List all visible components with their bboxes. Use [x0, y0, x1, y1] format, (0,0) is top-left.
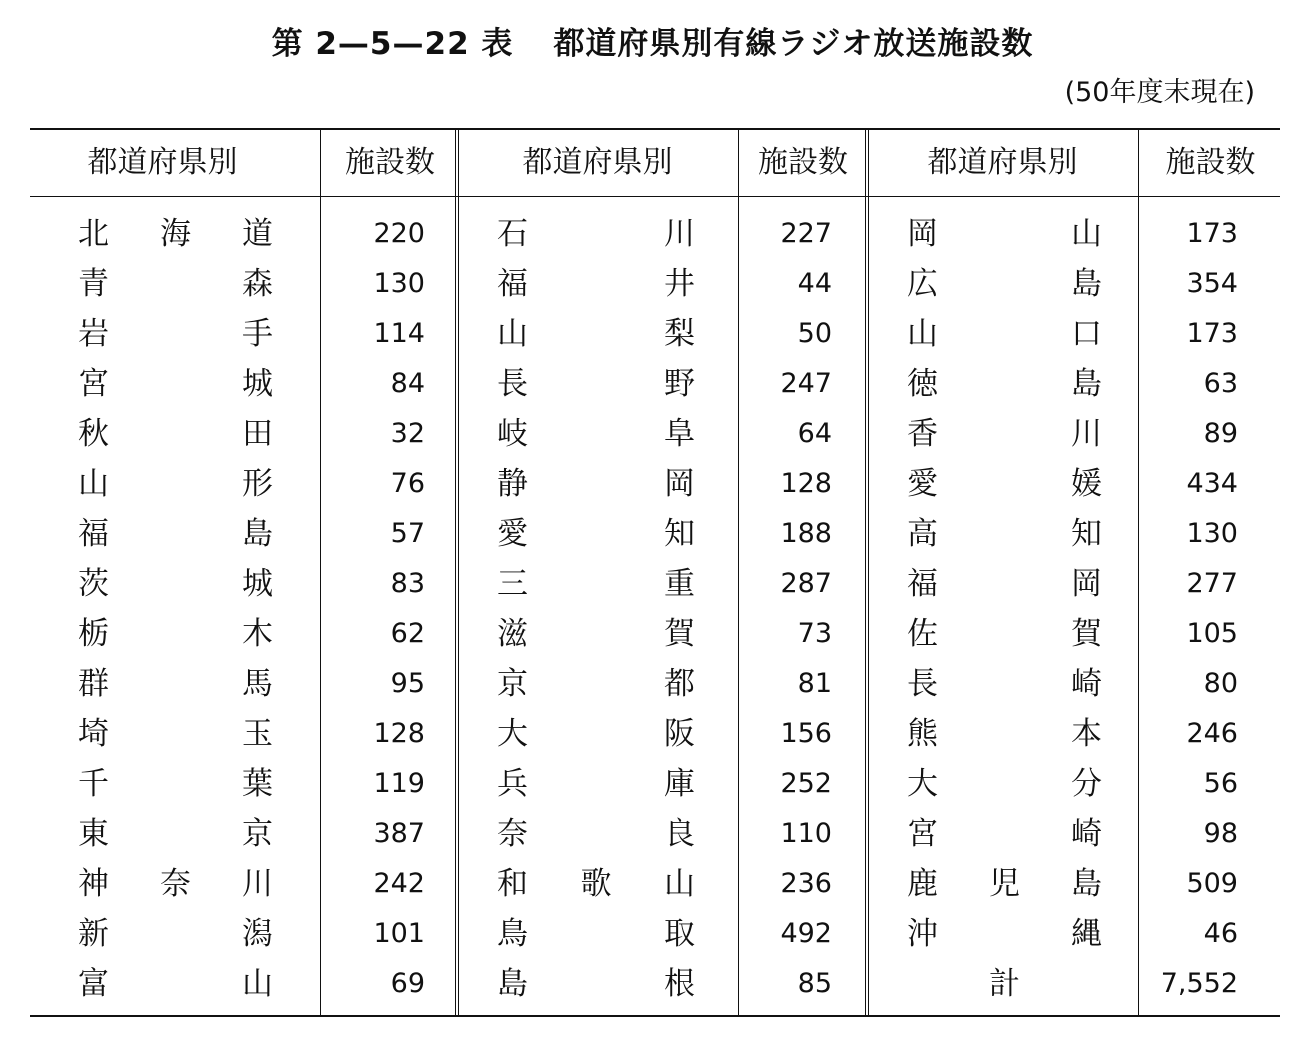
header-prefecture: 都道府県別 — [927, 145, 1078, 180]
prefecture-char: 長 — [497, 366, 528, 402]
facility-count: 509 — [1186, 868, 1238, 899]
prefecture-char: 高 — [907, 516, 938, 552]
prefecture-char: 歌 — [580, 866, 612, 902]
prefecture-char: 栃 — [78, 616, 109, 652]
prefecture-char: 静 — [497, 466, 528, 502]
facility-count: 63 — [1203, 368, 1238, 399]
prefecture-name — [497, 759, 695, 809]
facility-count: 64 — [797, 418, 832, 449]
prefecture-char: 秋 — [78, 416, 109, 452]
prefecture-name — [907, 559, 1102, 609]
prefecture-char: 滋 — [497, 616, 528, 652]
facility-count: 128 — [373, 718, 425, 749]
prefecture-char: 福 — [907, 566, 938, 602]
prefecture-name — [497, 809, 695, 859]
prefecture-char: 新 — [78, 916, 109, 952]
prefecture-char: 群 — [78, 666, 109, 702]
prefecture-name — [78, 559, 273, 609]
prefecture-char: 東 — [78, 816, 109, 852]
prefecture-name — [78, 459, 273, 509]
prefecture-char: 海 — [160, 216, 191, 252]
facility-count: 84 — [390, 368, 425, 399]
prefecture-name — [497, 209, 695, 259]
prefecture-char: 取 — [664, 916, 695, 952]
facility-count: 130 — [1186, 518, 1238, 549]
prefecture-name — [78, 509, 273, 559]
prefecture-char: 鳥 — [497, 916, 528, 952]
prefecture-name — [78, 859, 273, 909]
prefecture-char: 北 — [78, 216, 109, 252]
prefecture-char: 手 — [242, 316, 273, 352]
prefecture-char: 愛 — [907, 466, 938, 502]
prefecture-char: 熊 — [907, 716, 938, 752]
prefecture-char: 宮 — [907, 816, 938, 852]
facility-count: 46 — [1203, 918, 1238, 949]
facility-count: 50 — [797, 318, 832, 349]
prefecture-char: 本 — [1071, 716, 1102, 752]
prefecture-char: 岩 — [78, 316, 109, 352]
prefecture-char: 知 — [1071, 516, 1102, 552]
facility-count: 252 — [780, 768, 832, 799]
facility-count: 57 — [390, 518, 425, 549]
prefecture-name — [497, 409, 695, 459]
prefecture-char: 大 — [907, 766, 938, 802]
prefecture-name — [907, 659, 1102, 709]
prefecture-char: 崎 — [1071, 816, 1102, 852]
prefecture-name — [78, 409, 273, 459]
prefecture-char: 潟 — [242, 916, 273, 952]
header-prefecture: 都道府県別 — [87, 145, 238, 180]
table-title — [0, 18, 1305, 63]
prefecture-char: 山 — [242, 966, 273, 1002]
prefecture-name — [78, 359, 273, 409]
prefecture-char: 田 — [242, 416, 273, 452]
facility-count: 247 — [780, 368, 832, 399]
prefecture-name — [907, 309, 1102, 359]
prefecture-name — [907, 259, 1102, 309]
prefecture-char: 佐 — [907, 616, 938, 652]
prefecture-char: 道 — [242, 216, 273, 252]
facility-count: 110 — [780, 818, 832, 849]
prefecture-char: 愛 — [497, 516, 528, 552]
prefecture-char: 兵 — [497, 766, 528, 802]
header-prefecture: 都道府県別 — [522, 145, 673, 180]
prefecture-char: 広 — [907, 266, 938, 302]
prefecture-char: 葉 — [242, 766, 273, 802]
prefecture-char: 岐 — [497, 416, 528, 452]
prefecture-char: 奈 — [497, 816, 528, 852]
table-title-text: 都道府県別有線ラジオ放送施設数 — [553, 26, 1034, 62]
header-count: 施設数 — [758, 145, 848, 180]
facility-count: 69 — [390, 968, 425, 999]
prefecture-char: 阪 — [664, 716, 695, 752]
prefecture-char: 青 — [78, 266, 109, 302]
prefecture-name — [907, 809, 1102, 859]
facility-count: 105 — [1186, 618, 1238, 649]
facility-count: 156 — [780, 718, 832, 749]
facility-count: 188 — [780, 518, 832, 549]
prefecture-char: 石 — [497, 216, 528, 252]
prefecture-char: 徳 — [907, 366, 938, 402]
prefecture-name — [907, 409, 1102, 459]
facility-count: 434 — [1186, 468, 1238, 499]
facility-count: 227 — [780, 218, 832, 249]
prefecture-char: 岡 — [1071, 566, 1102, 602]
prefecture-name — [907, 459, 1102, 509]
prefecture-name — [78, 259, 273, 309]
prefecture-char: 川 — [1071, 416, 1102, 452]
prefecture-char: 賀 — [1071, 616, 1102, 652]
prefecture-char: 形 — [242, 466, 273, 502]
prefecture-name — [497, 509, 695, 559]
prefecture-name — [907, 209, 1102, 259]
prefecture-name — [78, 609, 273, 659]
facility-count: 173 — [1186, 218, 1238, 249]
prefecture-char: 媛 — [1071, 466, 1102, 502]
facility-count: 277 — [1186, 568, 1238, 599]
facility-count: 101 — [373, 918, 425, 949]
facility-count: 95 — [390, 668, 425, 699]
facility-count: 85 — [797, 968, 832, 999]
prefecture-char: 縄 — [1071, 916, 1102, 952]
prefecture-char: 島 — [497, 966, 528, 1002]
prefecture-char: 島 — [1071, 866, 1102, 902]
prefecture-char: 奈 — [160, 866, 191, 902]
facility-count: 130 — [373, 268, 425, 299]
prefecture-char: 口 — [1071, 316, 1102, 352]
prefecture-char: 崎 — [1071, 666, 1102, 702]
prefecture-char: 城 — [242, 566, 273, 602]
prefecture-char: 城 — [242, 366, 273, 402]
prefecture-char: 三 — [497, 566, 528, 602]
prefecture-char: 分 — [1071, 766, 1102, 802]
table-bottom-rule — [30, 1015, 1280, 1017]
prefecture-name — [497, 259, 695, 309]
prefecture-name — [907, 859, 1102, 909]
prefecture-name — [497, 709, 695, 759]
prefecture-name — [907, 509, 1102, 559]
header-count: 施設数 — [345, 145, 435, 180]
facility-count: 128 — [780, 468, 832, 499]
total-label: 計 — [989, 966, 1020, 1002]
prefecture-char: 香 — [907, 416, 938, 452]
prefecture-char: 京 — [497, 666, 528, 702]
prefecture-name — [497, 909, 695, 959]
prefecture-char: 山 — [1071, 216, 1102, 252]
table-subtitle: (50年度末現在) — [1064, 77, 1255, 108]
prefecture-name — [78, 959, 273, 1009]
prefecture-name — [907, 609, 1102, 659]
prefecture-char: 富 — [78, 966, 109, 1002]
prefecture-char: 根 — [664, 966, 695, 1002]
total-count: 7,552 — [1160, 968, 1238, 999]
prefecture-char: 島 — [242, 516, 273, 552]
facility-count: 242 — [373, 868, 425, 899]
prefecture-char: 梨 — [664, 316, 695, 352]
facility-count: 81 — [797, 668, 832, 699]
column-group-divider — [455, 130, 459, 1015]
prefecture-name — [907, 709, 1102, 759]
facility-count: 287 — [780, 568, 832, 599]
prefecture-char: 埼 — [78, 716, 109, 752]
prefecture-char: 森 — [242, 266, 273, 302]
prefecture-name — [78, 709, 273, 759]
prefecture-char: 山 — [497, 316, 528, 352]
facility-count: 32 — [390, 418, 425, 449]
prefecture-char: 重 — [664, 566, 695, 602]
prefecture-name — [907, 759, 1102, 809]
prefecture-char: 長 — [907, 666, 938, 702]
prefecture-name — [78, 659, 273, 709]
prefecture-char: 井 — [664, 266, 695, 302]
facility-count: 246 — [1186, 718, 1238, 749]
prefecture-char: 馬 — [242, 666, 273, 702]
facility-count: 492 — [780, 918, 832, 949]
facility-count: 62 — [390, 618, 425, 649]
prefecture-name — [497, 359, 695, 409]
prefecture-char: 神 — [78, 866, 109, 902]
prefecture-char: 賀 — [664, 616, 695, 652]
prefecture-char: 山 — [907, 316, 938, 352]
prefecture-char: 山 — [664, 866, 695, 902]
prefecture-char: 大 — [497, 716, 528, 752]
prefecture-char: 知 — [664, 516, 695, 552]
facility-count: 98 — [1203, 818, 1238, 849]
facility-count: 80 — [1203, 668, 1238, 699]
prefecture-char: 京 — [242, 816, 273, 852]
prefecture-char: 都 — [664, 666, 695, 702]
prefecture-char: 川 — [242, 866, 273, 902]
prefecture-name — [497, 959, 695, 1009]
prefecture-name — [497, 659, 695, 709]
facility-count: 173 — [1186, 318, 1238, 349]
prefecture-char: 阜 — [664, 416, 695, 452]
prefecture-char: 木 — [242, 616, 273, 652]
facility-count: 56 — [1203, 768, 1238, 799]
prefecture-char: 庫 — [664, 766, 695, 802]
prefecture-char: 茨 — [78, 566, 109, 602]
facility-count: 44 — [797, 268, 832, 299]
prefecture-char: 野 — [664, 366, 695, 402]
prefecture-char: 玉 — [242, 716, 273, 752]
facility-count: 354 — [1186, 268, 1238, 299]
prefecture-char: 岡 — [664, 466, 695, 502]
prefecture-char: 島 — [1071, 366, 1102, 402]
prefecture-name — [907, 909, 1102, 959]
prefecture-char: 川 — [664, 216, 695, 252]
prefecture-name — [497, 309, 695, 359]
header-count: 施設数 — [1165, 145, 1256, 180]
prefecture-char: 山 — [78, 466, 109, 502]
prefecture-name — [497, 859, 695, 909]
prefecture-char: 和 — [497, 866, 528, 902]
prefecture-char: 福 — [497, 266, 528, 302]
prefecture-name — [78, 309, 273, 359]
prefecture-name — [78, 909, 273, 959]
prefecture-name — [78, 759, 273, 809]
prefecture-char: 児 — [989, 866, 1020, 902]
prefecture-char: 宮 — [78, 366, 109, 402]
facility-count: 73 — [797, 618, 832, 649]
table-top-rule — [30, 128, 1280, 130]
facility-count: 114 — [373, 318, 425, 349]
prefecture-name — [78, 209, 273, 259]
facility-count: 76 — [390, 468, 425, 499]
prefecture-char: 鹿 — [907, 866, 938, 902]
prefecture-char: 福 — [78, 516, 109, 552]
facility-count: 236 — [780, 868, 832, 899]
table-number: 第 2—5—22 表 — [271, 26, 514, 62]
prefecture-name — [497, 609, 695, 659]
prefecture-name — [78, 809, 273, 859]
prefecture-char: 良 — [664, 816, 695, 852]
facility-count: 387 — [373, 818, 425, 849]
prefecture-char: 岡 — [907, 216, 938, 252]
prefecture-name — [907, 359, 1102, 409]
facility-count: 119 — [373, 768, 425, 799]
prefecture-name — [497, 459, 695, 509]
table-header-rule — [30, 196, 1280, 197]
facility-count: 83 — [390, 568, 425, 599]
column-group-divider — [865, 130, 869, 1015]
prefecture-char: 沖 — [907, 916, 938, 952]
prefecture-name — [497, 559, 695, 609]
facility-count: 220 — [373, 218, 425, 249]
prefecture-char: 千 — [78, 766, 109, 802]
prefecture-char: 島 — [1071, 266, 1102, 302]
facility-count: 89 — [1203, 418, 1238, 449]
